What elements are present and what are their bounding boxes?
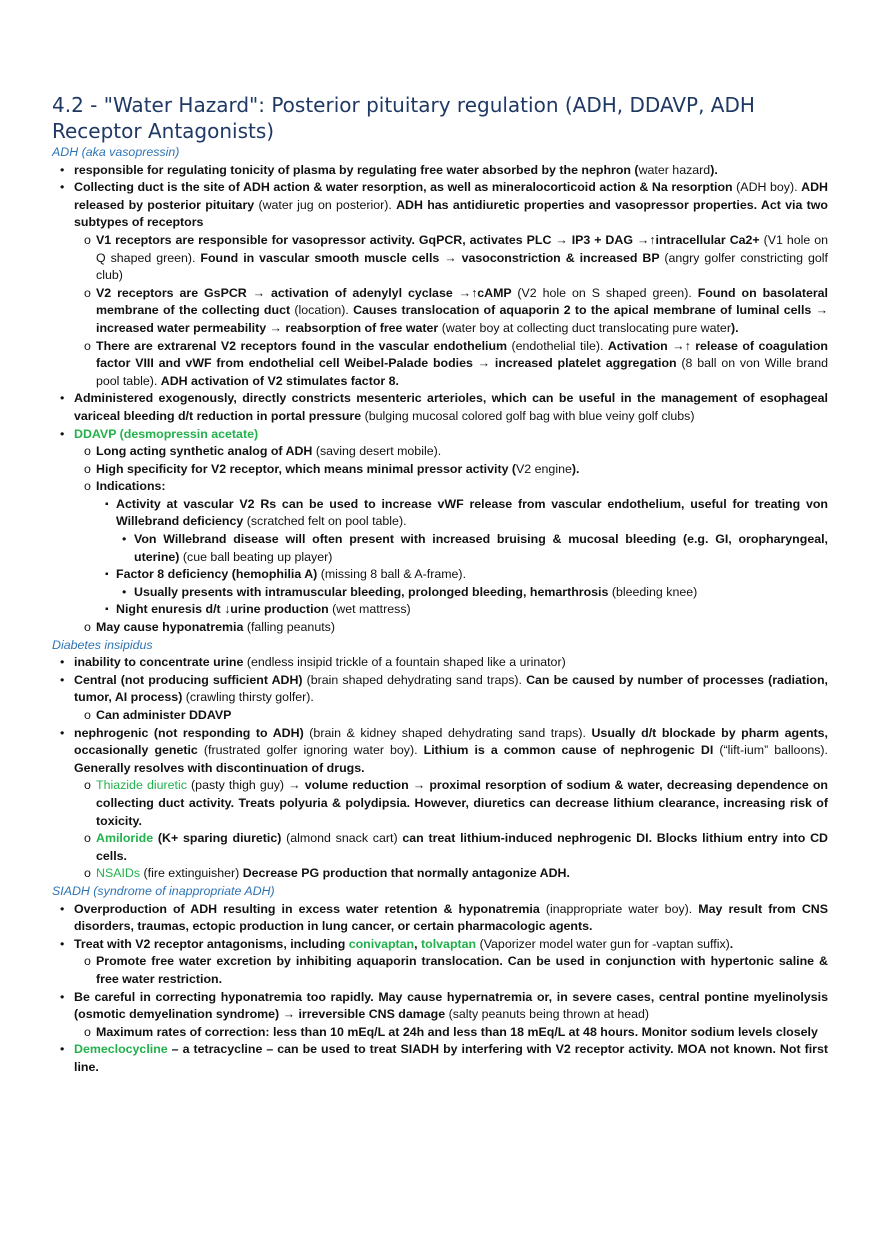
section-adh: ADH (aka vasopressin) <box>52 145 180 159</box>
bullet-icon: • <box>60 936 65 951</box>
bullet-icon: • <box>60 391 65 406</box>
bullet-icon: o <box>84 338 91 353</box>
bullet-icon: o <box>84 232 91 247</box>
bullet-icon: ▪ <box>105 569 109 581</box>
section-diabetes-insipidus: Diabetes insipidus <box>52 637 153 652</box>
item-text: (inappropriate water boy). <box>545 901 699 916</box>
list-item <box>52 654 828 672</box>
item-text: (V1 hole on Q shaped green). <box>96 232 828 265</box>
list-item <box>52 285 828 338</box>
item-text: (pasty thigh guy) → <box>191 778 305 793</box>
item-text: May cause hyponatremia <box>96 620 247 635</box>
item-text: (salty peanuts being thrown at head) <box>448 1007 650 1022</box>
list-item <box>52 443 828 461</box>
drug-name: conivaptan <box>348 936 415 951</box>
item-text: Activation →↑ release of coagulation factor VIII and vWF from endothelial cell Weibel-Palade bodies → increased platelet aggregation <box>96 338 829 371</box>
item-text: Generally resolves with discontinuation of drugs. <box>74 760 365 775</box>
item-text: Can administer DDAVP <box>96 708 232 722</box>
item-text: Can be caused by number of processes (radiation, tumor, AI process) <box>74 672 828 705</box>
list-item <box>52 478 828 496</box>
list-item <box>52 496 828 531</box>
item-text: (“lift-ium” balloons). <box>719 743 828 758</box>
item-text: inability to concentrate urine <box>74 655 247 670</box>
bullet-icon: • <box>60 180 65 195</box>
list-item <box>52 461 828 479</box>
item-text: V2 receptors are GsPCR → activation of adenylyl cyclase →↑cAMP <box>96 285 518 300</box>
drug-name: NSAIDs <box>96 866 144 881</box>
item-text: (8 ball on von Wille brand pool table). <box>96 356 829 388</box>
bullet-icon: • <box>60 426 65 441</box>
list-item <box>52 390 828 425</box>
item-text: Collecting duct is the site of ADH action & water resorption, as well as mineralocorticoid action & Na resorption <box>74 180 737 195</box>
item-text: (brain & kidney shaped dehydrating sand traps). <box>309 725 592 740</box>
bullet-icon: o <box>84 954 91 969</box>
list-item <box>52 232 828 285</box>
list-item <box>52 936 828 954</box>
bullet-icon: • <box>60 989 65 1004</box>
list-item <box>52 901 828 936</box>
item-text: May result from CNS disorders, traumas, ectopic production in lung cancer, or certain pharmacologic agents. <box>74 901 828 934</box>
item-text: water hazard <box>638 162 711 177</box>
list-item <box>52 531 828 566</box>
drug-name: Thiazide diuretic <box>96 778 192 793</box>
item-text: Usually d/t blockade by pharm agents, occasionally genetic <box>74 725 828 758</box>
item-text: (fire extinguisher) <box>143 866 243 881</box>
item-text: Be careful in correcting hyponatremia too rapidly. May cause hypernatremia or, in severe cases, central pontine myelinolysis (osmotic demyelination syndrome) → irreversible CNS damage <box>74 989 828 1022</box>
item-text: (location). <box>294 303 354 318</box>
item-text: (bulging mucosal colored golf bag with blue veiny golf clubs) <box>364 408 695 423</box>
bullet-icon: ▪ <box>105 604 109 616</box>
list-item <box>52 162 828 180</box>
list-item <box>52 338 828 391</box>
item-text: Overproduction of ADH resulting in excess water retention & hyponatremia <box>74 901 546 916</box>
item-text: (crawling thirsty golfer). <box>185 690 314 705</box>
bullet-icon: o <box>84 708 91 722</box>
item-text: (ADH boy). <box>736 180 802 195</box>
item-text: ADH has antidiuretic properties and vasopressor properties. Act via two subtypes of receptors <box>74 197 828 230</box>
bullet-icon: • <box>60 725 65 740</box>
item-text: (brain shaped dehydrating sand traps). <box>306 672 527 687</box>
item-text: (K+ sparing diuretic) <box>157 831 287 846</box>
list-item <box>52 953 828 988</box>
bullet-icon: • <box>60 901 65 916</box>
page-title: 4.2 - "Water Hazard": Posterior pituitary regulation (ADH, DDAVP, ADH Receptor Antagonists) <box>52 93 755 143</box>
item-text: Treat with V2 receptor antagonisms, including <box>74 936 349 951</box>
item-text: Found on basolateral membrane of the collecting duct <box>96 285 829 318</box>
item-text: Usually presents with intramuscular bleeding, prolonged bleeding, hemarthrosis <box>134 584 612 599</box>
item-text: (scratched felt on pool table). <box>246 514 407 529</box>
item-text: V2 engine <box>516 461 572 476</box>
item-text: nephrogenic (not responding to ADH) <box>74 725 310 740</box>
drug-name: tolvaptan <box>421 936 480 951</box>
item-text: (water boy at collecting duct translocating pure water <box>441 320 731 335</box>
item-text: Administered exogenously, directly constricts mesenteric arterioles, which can be useful in the management of esophageal variceal bleeding d/t reduction in portal pressure <box>74 391 828 423</box>
list-item <box>52 426 828 444</box>
item-text: Causes translocation of aquaporin 2 to the apical membrane of luminal cells → increased water permeability → reabsorption of free water <box>96 303 828 335</box>
bullet-icon: • <box>60 1042 65 1057</box>
drug-name: Demeclocycline <box>74 1042 172 1057</box>
item-text: Von Willebrand disease will often present with increased bruising & mucosal bleeding (e.g. GI, oropharyngeal, uterine) <box>134 532 828 564</box>
item-text: Promote free water excretion by inhibiting aquaporin translocation. Can be used in conjunction with hypertonic saline & free water restriction. <box>96 954 828 986</box>
list-item <box>52 601 828 619</box>
item-text: (wet mattress) <box>332 602 411 617</box>
item-text: (angry golfer constricting golf club) <box>96 250 828 283</box>
bullet-icon: o <box>84 479 91 494</box>
drug-name: DDAVP (desmopressin acetate) <box>74 426 259 441</box>
list-item <box>52 830 828 865</box>
list-item <box>52 989 828 1024</box>
item-text: Night enuresis d/t ↓urine production <box>116 602 333 617</box>
item-text: volume reduction → proximal resorption of sodium & water, decreasing dependence on collecting duct activity. Treats polyuria & polydipsia. However, diuretics can decrease lithium clearance, increasing risk of toxicity. <box>96 778 829 828</box>
bullet-icon: • <box>60 655 65 670</box>
item-text: Factor 8 deficiency (hemophilia A) <box>116 567 321 582</box>
item-text: Activity at vascular V2 Rs can be used to increase vWF release from vascular endothelium, useful for treating von Willebrand deficiency <box>116 496 828 529</box>
item-text: ADH released by posterior pituitary <box>74 180 828 212</box>
item-text: can treat lithium-induced nephrogenic DI. Blocks lithium entry into CD cells. <box>96 831 828 863</box>
list-item <box>52 725 828 778</box>
item-text: (Vaporizer model water gun for -vaptan suffix) <box>479 936 730 951</box>
item-text: There are extrarenal V2 receptors found in the vascular endothelium <box>96 338 512 353</box>
list-item <box>52 707 828 725</box>
list-item <box>52 865 828 883</box>
item-text: Central (not producing sufficient ADH) <box>74 672 307 687</box>
item-text: (water jug on posterior). <box>258 197 397 212</box>
list-item <box>52 619 828 637</box>
item-text: Indications: <box>96 479 166 494</box>
item-text: Found in vascular smooth muscle cells → vasoconstriction & increased BP <box>200 250 665 265</box>
bullet-icon: o <box>84 620 91 635</box>
bullet-icon: • <box>60 162 65 177</box>
bullet-icon: o <box>84 778 91 793</box>
drug-name: Amiloride <box>96 831 158 846</box>
bullet-icon: ▪ <box>105 498 109 510</box>
item-text: (almond snack cart) <box>286 831 403 846</box>
item-text: ). <box>571 461 580 476</box>
section-siadh: SIADH (syndrome of inappropriate ADH) <box>52 883 275 898</box>
item-text: (falling peanuts) <box>246 620 335 635</box>
item-text: ). <box>730 320 739 335</box>
item-text: Decrease PG production that normally antagonize ADH. <box>242 866 570 881</box>
bullet-icon: • <box>122 532 127 547</box>
bullet-icon: o <box>84 461 91 476</box>
item-text: High specificity for V2 receptor, which means minimal pressor activity ( <box>96 461 517 476</box>
item-text: ). <box>710 162 718 177</box>
list-item <box>52 1024 828 1042</box>
item-text: V1 receptors are responsible for vasopressor activity. GqPCR, activates PLC → IP3 + DAG →↑intracellular Ca2+ <box>96 232 764 247</box>
item-text: (endless insipid trickle of a fountain shaped like a urinator) <box>246 655 566 670</box>
bullet-icon: • <box>60 672 65 687</box>
item-text: (frustrated golfer ignoring water boy). <box>203 743 424 758</box>
list-item <box>52 566 828 584</box>
item-text: (cue ball beating up player) <box>182 549 333 564</box>
item-text: (endothelial tile). <box>511 338 608 353</box>
bullet-icon: o <box>84 866 91 881</box>
item-text: (missing 8 ball & A-frame). <box>320 567 467 582</box>
bullet-icon: o <box>84 831 91 846</box>
item-text: Lithium is a common cause of nephrogenic DI <box>423 743 720 758</box>
list-item <box>52 584 828 602</box>
list-item <box>52 672 828 707</box>
item-text: – a tetracycline – can be used to treat SIADH by interfering with V2 receptor activity. MOA not known. Not first line. <box>74 1042 828 1074</box>
list-item <box>52 777 828 830</box>
item-text: responsible for regulating tonicity of plasma by regulating free water absorbed by the nephron ( <box>74 162 639 177</box>
item-text: . <box>729 936 734 951</box>
bullet-icon: o <box>84 1024 91 1039</box>
item-text: ADH activation of V2 stimulates factor 8. <box>160 373 399 388</box>
bullet-icon: o <box>84 444 91 459</box>
list-item <box>52 179 828 232</box>
item-text: (bleeding knee) <box>611 584 698 599</box>
item-text: Long acting synthetic analog of ADH <box>96 444 316 459</box>
list-item <box>52 1041 828 1076</box>
bullet-icon: o <box>84 285 91 300</box>
notes-body <box>52 144 828 1076</box>
item-text: , <box>414 936 422 951</box>
item-text: (V2 hole on S shaped green). <box>517 285 698 300</box>
item-text: (saving desert mobile). <box>315 444 442 459</box>
document-page <box>52 92 828 1076</box>
item-text: Maximum rates of correction: less than 10 mEq/L at 24h and less than 18 mEq/L at 48 hours. Monitor sodium levels closely <box>96 1024 818 1039</box>
bullet-icon: • <box>122 584 127 599</box>
